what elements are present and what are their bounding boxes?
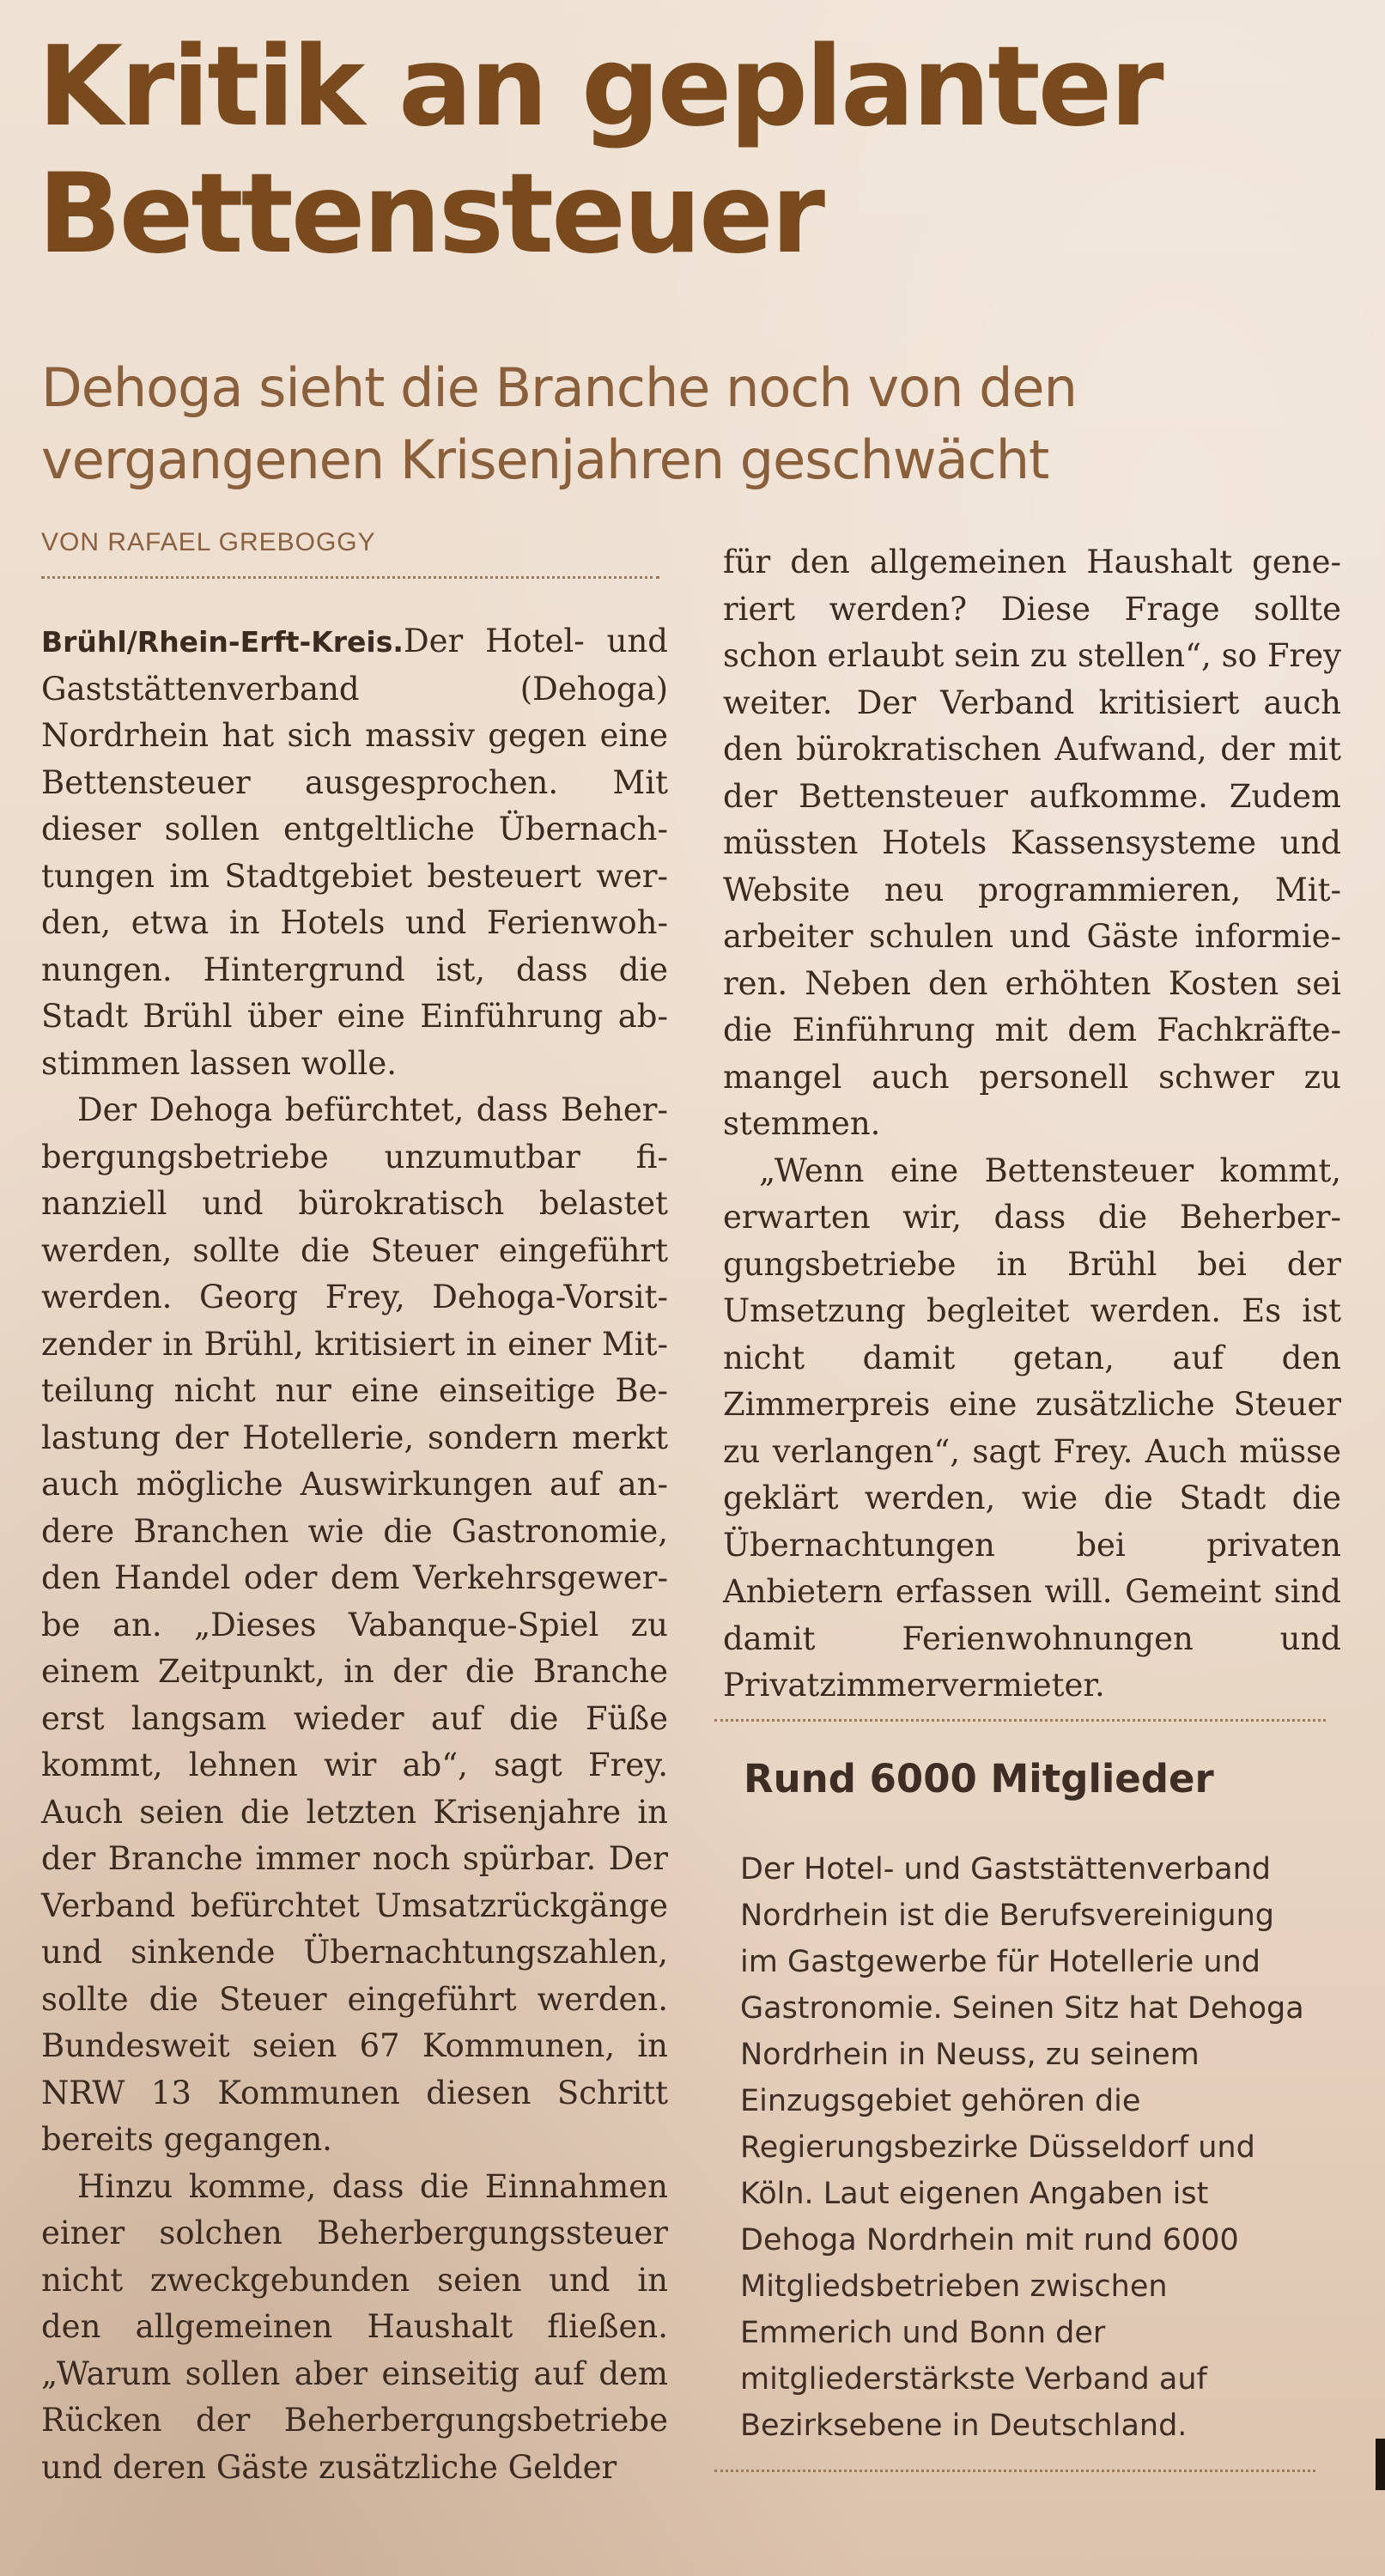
article-column-2	[723, 539, 1341, 1710]
paragraph-1	[41, 618, 668, 1087]
infobox-bottom-divider	[714, 2470, 1315, 2472]
headline: Kritik an geplanter Bettensteuer	[38, 23, 1162, 278]
byline: VON RAFAEL GREBOGGY	[41, 528, 659, 579]
dateline: Brühl/Rhein-Erft-Kreis.	[41, 625, 404, 659]
page-edge-shadow	[1376, 2439, 1385, 2490]
infobox-title: Rund 6000 Mitglieder	[744, 1756, 1214, 1801]
paragraph-5: „Wenn eine Bettensteuer kommt, erwarten wir, dass die Beherbergungsbetriebe in Brühl bei der Umsetzung begleitet werden. Es ist nicht damit getan, auf den Zimmerpreis eine zusätzliche Steuer zu verlangen“, sagt Frey. Auch müsse geklärt werden, wie die Stadt die Übernachtungen bei privaten Anbietern erfassen will. Gemeint sind damit Ferienwohnungen und Privatzimmervermieter.	[723, 1151, 1341, 1704]
infobox-top-divider	[714, 1719, 1326, 1722]
paragraph-1-text: Der Hotel- und Gaststättenverband (Dehoga) Nordrhein hat sich massiv gegen eine Bettensteuer ausgesprochen. Mit dieser sollen entgeltliche Übernachtungen im Stadtgebiet besteuert werden, etwa in Hotels und Ferienwohnungen. Hintergrund ist, dass die Stadt Brühl über eine Einführung abstimmen lassen wolle.	[41, 623, 668, 1082]
infobox-text: Der Hotel- und Gaststättenverband Nordrhein ist die Berufsvereinigung im Gastgewerbe für Hotellerie und Gastronomie. Seinen Sitz hat Dehoga Nordrhein in Neuss, zu seinem Einzugsgebiet gehören die Regierungsbezirke Düsseldorf und Köln. Laut eigenen Angaben ist Dehoga Nordrhein mit rund 6000 Mitgliedsbetrieben zwischen Emmerich und Bonn der mitgliederstärkste Verband auf Bezirksebene in Deutschland.	[740, 1852, 1304, 2443]
subheadline: Dehoga sieht die Branche noch von den vergangenen Krisenjahren geschwächt	[41, 356, 1077, 491]
paragraph-4: für den allgemeinen Haushalt generiert werden? Diese Frage sollte schon erlaubt sein zu stellen“, so Frey weiter. Der Verband kritisiert auch den bürokratischen Aufwand, der mit der Bettensteuer aufkomme. Zudem müssten Hotels Kassensysteme und Website neu programmieren, Mitarbeiter schulen und Gäste informieren. Neben den erhöhten Kosten sei die Einführung mit dem Fachkräftemangel auch personell schwer zu stemmen.	[723, 544, 1341, 1142]
article-column-1	[41, 618, 668, 2491]
paragraph-3: Hinzu komme, dass die Einnahmen einer solchen Beherbergungssteuer nicht zweckgebunden seien und in den allgemeinen Haushalt fließen. „Warum sollen aber einseitig auf dem Rücken der Beherbergungsbetriebe und deren Gäste zusätzliche Gelder	[41, 2167, 668, 2486]
paragraph-2: Der Dehoga befürchtet, dass Beherbergungsbetriebe unzumutbar finanziell und bürokratisch belastet werden, sollte die Steuer eingeführt werden. Georg Frey, Dehoga-Vorsitzender in Brühl, kritisiert in einer Mitteilung nicht nur eine einseitige Belastung der Hotellerie, sondern merkt auch mögliche Auswirkungen auf andere Branchen wie die Gastronomie, den Handel oder dem Verkehrsgewerbe an. „Dieses Vabanque-Spiel zu einem Zeitpunkt, in der die Branche erst langsam wieder auf die Füße kommt, lehnen wir ab“, sagt Frey. Auch seien die letzten Krisenjahre in der Branche immer noch spürbar. Der Verband befürchtet Umsatzrückgänge und sinkende Übernachtungszahlen, sollte die Steuer eingeführt werden. Bundesweit seien 67 Kommunen, in NRW 13 Kommunen diesen Schritt bereits gegangen.	[41, 1091, 668, 2158]
